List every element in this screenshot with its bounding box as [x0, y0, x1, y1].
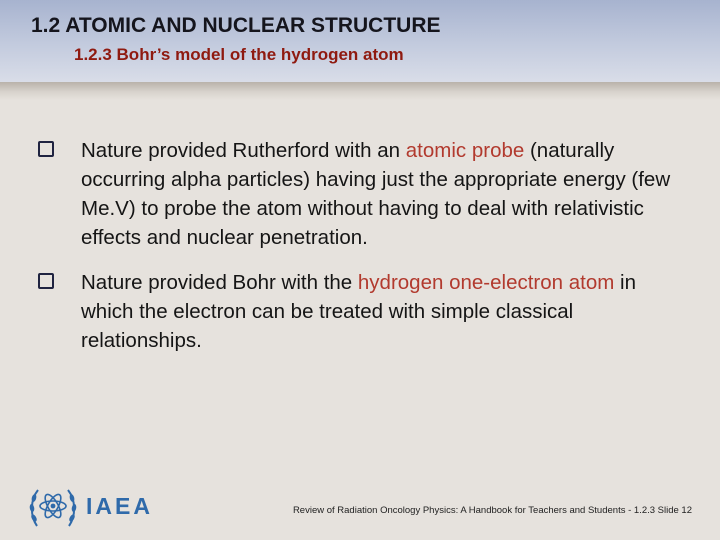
iaea-emblem-icon	[28, 482, 78, 530]
bullet-item-1	[38, 136, 678, 252]
slide-title: 1.2 ATOMIC AND NUCLEAR STRUCTURE	[31, 14, 441, 37]
checkbox-bullet-icon	[38, 141, 54, 157]
iaea-logo-text: IAEA	[86, 493, 153, 519]
bullet-text-after: (naturally occurring alpha particles) having just the appropriate energy (few Me.V) to probe the atom without having to deal with relativistic effects and nuclear penetration.	[81, 139, 671, 249]
bullet-text-before: Nature provided Bohr with the	[81, 271, 358, 294]
footer-caption: Review of Radiation Oncology Physics: A Handbook for Teachers and Students - 1.2.3 Slide 12	[292, 505, 692, 516]
slide-content	[38, 136, 678, 371]
slide-header	[0, 0, 720, 82]
bullet-text-after: in which the electron can be treated with simple classical relationships.	[81, 271, 636, 352]
bullet-highlight: hydrogen one-electron atom	[357, 271, 615, 294]
bullet-text	[81, 268, 678, 355]
slide-subtitle: 1.2.3 Bohr’s model of the hydrogen atom	[74, 45, 404, 64]
bullet-highlight: atomic probe	[405, 139, 525, 162]
bullet-item-2	[38, 268, 678, 355]
checkbox-bullet-icon	[38, 273, 54, 289]
bullet-text-before: Nature provided Rutherford with an	[81, 139, 406, 162]
bullet-text	[81, 136, 678, 252]
header-shadow	[0, 82, 720, 100]
